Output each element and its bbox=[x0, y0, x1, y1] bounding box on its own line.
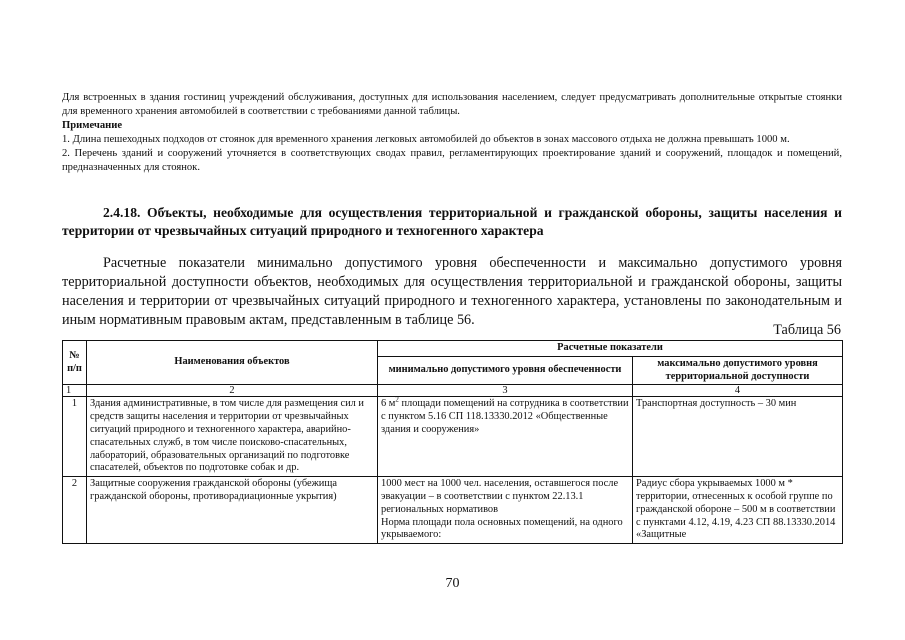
intro-block bbox=[62, 91, 842, 175]
intro-paragraph: Для встроенных в здания гостиниц учреждений обслуживания, доступных для использования населением, следует предусматривать дополнительные открытые стоянки для временного хранения автомобилей в соответствии с требованиями данной таблицы. bbox=[62, 92, 842, 117]
header-group: Расчетные показатели bbox=[378, 341, 843, 357]
table-caption: Таблица 56 bbox=[773, 322, 841, 338]
row-max: Транспортная доступность – 30 мин bbox=[633, 397, 843, 477]
row-name: Здания административные, в том числе для размещения сил и средств защиты населения и территории от чрезвычайных ситуаций природного и техногенного характера, аварийно-спасательных служб, в том числе поисково-спасательных, лабораторий, образовательных организаций по подготовке спасателей, объектов по подготовке собак и др. bbox=[87, 397, 378, 477]
index-cell: 3 bbox=[378, 385, 633, 397]
row-min-superscript: 2 bbox=[395, 395, 399, 404]
row-num: 2 bbox=[63, 477, 87, 544]
index-cell: 1 bbox=[63, 385, 87, 397]
table-row bbox=[63, 397, 843, 477]
page-break-mask bbox=[62, 566, 842, 572]
table-row bbox=[63, 477, 843, 544]
header-name: Наименования объектов bbox=[87, 341, 378, 385]
row-min-text-b: Норма площади пола основных помещений, на одного укрываемого: bbox=[381, 516, 623, 541]
header-min: минимально допустимого уровня обеспеченности bbox=[378, 356, 633, 385]
header-num: № п/п bbox=[63, 341, 87, 385]
page-number: 70 bbox=[445, 576, 460, 591]
row-num: 1 bbox=[63, 397, 87, 477]
row-max: Радиус сбора укрываемых 1000 м * территории, отнесенных к особой группе по гражданской обороне – 500 м в соответствии с пунктами 4.12, 4.19, 4.23 СП 88.13330.2014 «Защитные bbox=[633, 477, 843, 544]
row-name: Защитные сооружения гражданской обороны (убежища гражданской обороны, противорадиационные укрытия) bbox=[87, 477, 378, 544]
row-min bbox=[378, 397, 633, 477]
indicators-table bbox=[62, 340, 843, 544]
note-2: 2. Перечень зданий и сооружений уточняется в соответствующих сводах правил, регламентирующих проектирование зданий и сооружений, площадок и помещений, предназначенных для стоянок. bbox=[62, 148, 842, 173]
note-1: 1. Длина пешеходных подходов от стоянок для временного хранения легковых автомобилей до объектов в зонах массового отдыха не должна превышать 1000 м. bbox=[62, 134, 790, 145]
section-heading: 2.4.18. Объекты, необходимые для осуществления территориальной и гражданской обороны, защиты населения и территории от чрезвычайных ситуаций природного и техногенного характера bbox=[62, 205, 842, 238]
row-min bbox=[378, 477, 633, 544]
row-min-text: площади помещений на сотрудника в соответствии с пунктом 5.16 СП 118.13330.2012 «Общественные здания и сооружения» bbox=[381, 398, 629, 435]
index-cell: 4 bbox=[633, 385, 843, 397]
note-title: Примечание bbox=[62, 120, 123, 131]
index-cell: 2 bbox=[87, 385, 378, 397]
section-body: Расчетные показатели минимально допустимого уровня обеспеченности и максимально допустимого уровня территориальной доступности объектов, необходимых для осуществления территориальной и гражданской обороны, защиты населения и территории от чрезвычайных ситуаций природного и техногенного характера, установлены по законодательным и иным нормативным правовым актам, представленным в таблице 56. bbox=[62, 255, 842, 328]
index-row bbox=[63, 385, 843, 397]
row-min-text-a: 1000 мест на 1000 чел. населения, оставшегося после эвакуации – в соответствии с пунктом 22.13.1 региональных нормативов bbox=[381, 478, 619, 515]
row-min-value: 6 м bbox=[381, 398, 396, 410]
header-max: максимально допустимого уровня территориальной доступности bbox=[633, 356, 843, 385]
